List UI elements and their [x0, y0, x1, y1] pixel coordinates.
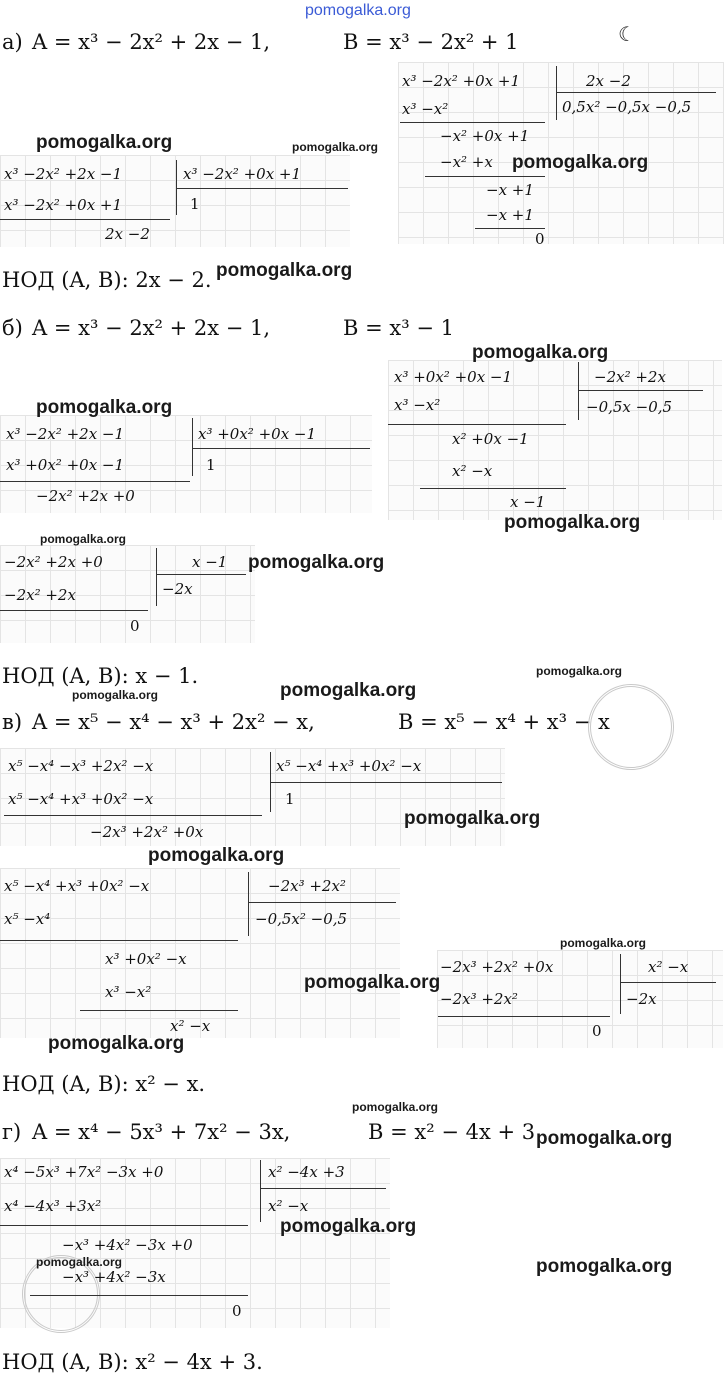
- watermark: pomogalka.org: [404, 808, 541, 829]
- div-line: [0, 219, 170, 220]
- part-d-gcd: НОД (A, B): x² − 4x + 3.: [2, 1350, 263, 1374]
- div-quotient: x² −x: [268, 1197, 309, 1215]
- div-line: [0, 940, 238, 941]
- part-b-B: B = x³ − 1: [343, 316, 454, 340]
- part-c-B: B = x⁵ − x⁴ + x³ − x: [398, 710, 610, 734]
- div-row: x³ −x²: [394, 396, 441, 414]
- div-line: [425, 176, 545, 177]
- div-row: −x² +x: [440, 153, 493, 171]
- div-divisor: 2x −2: [586, 72, 631, 90]
- div-divisor: −2x² +2x: [594, 368, 666, 386]
- div-row: −2x³ +2x²: [440, 990, 518, 1008]
- watermark: pomogalka.org: [72, 688, 159, 702]
- part-a-B: B = x³ − 2x² + 1: [343, 30, 519, 54]
- moon-icon[interactable]: ☾: [618, 22, 636, 46]
- div-row: x⁵ −x⁴ +x³ +0x² −x: [4, 877, 150, 895]
- div-divisor: x −1: [192, 553, 228, 571]
- watermark-top: pomogalka.org: [305, 2, 411, 19]
- div-row: x⁴ −4x³ +3x²: [4, 1197, 102, 1215]
- div-row: 0: [232, 1302, 242, 1320]
- watermark: pomogalka.org: [472, 342, 609, 363]
- div-line: [192, 448, 370, 449]
- div-divisor: x³ −2x² +0x +1: [183, 165, 302, 183]
- div-row: 0: [535, 230, 545, 248]
- div-row: x³ +0x² −x: [105, 950, 187, 968]
- part-a-gcd: НОД (A, B): 2x − 2.: [2, 268, 212, 292]
- div-row: x⁴ −5x³ +7x² −3x +0: [4, 1163, 164, 1181]
- div-row: −2x³ +2x² +0x: [440, 958, 554, 976]
- watermark: pomogalka.org: [280, 680, 417, 701]
- div-divisor: x² −x: [648, 958, 689, 976]
- div-line: [248, 902, 396, 903]
- div-row: x² +0x −1: [452, 430, 529, 448]
- div-row: −2x² +2x +0: [4, 553, 103, 571]
- div-line: [80, 1010, 238, 1011]
- div-row: x⁵ −x⁴ −x³ +2x² −x: [8, 757, 154, 775]
- div-bar: [192, 418, 193, 476]
- div-row: −x³ +4x² −3x +0: [62, 1236, 193, 1254]
- watermark: pomogalka.org: [512, 152, 649, 173]
- div-line: [388, 424, 566, 425]
- part-b-gcd: НОД (A, B): x − 1.: [2, 664, 199, 688]
- watermark: pomogalka.org: [536, 1128, 673, 1149]
- div-row: x⁵ −x⁴ +x³ +0x² −x: [8, 790, 154, 808]
- watermark: pomogalka.org: [148, 845, 285, 866]
- div-line: [556, 92, 716, 93]
- div-row: x³ −2x² +0x +1: [402, 72, 521, 90]
- part-d-label: г): [2, 1120, 22, 1144]
- watermark: pomogalka.org: [36, 132, 173, 153]
- watermark: pomogalka.org: [504, 512, 641, 533]
- div-divisor: x² −4x +3: [268, 1163, 345, 1181]
- part-c-A: A = x⁵ − x⁴ − x³ + 2x² − x,: [32, 710, 315, 734]
- div-bar: [156, 548, 157, 606]
- watermark: pomogalka.org: [304, 972, 441, 993]
- div-row: x³ −2x² +0x +1: [4, 196, 123, 214]
- div-row: 2x −2: [105, 225, 150, 243]
- watermark: pomogalka.org: [36, 397, 173, 418]
- div-line: [156, 574, 246, 575]
- watermark: pomogalka.org: [292, 140, 379, 154]
- div-divisor: x⁵ −x⁴ +x³ +0x² −x: [276, 757, 422, 775]
- div-line: [578, 390, 703, 391]
- div-row: −2x² +2x: [4, 586, 76, 604]
- div-bar: [578, 362, 579, 420]
- div-row: −x +1: [486, 206, 534, 224]
- div-bar: [260, 1160, 261, 1222]
- div-line: [0, 610, 148, 611]
- div-row: x³ −2x² +2x −1: [4, 165, 123, 183]
- div-row: x³ −x²: [402, 100, 449, 118]
- div-line: [30, 1295, 248, 1296]
- div-row: x⁵ −x⁴: [4, 910, 51, 928]
- div-row: x³ +0x² +0x −1: [394, 368, 513, 386]
- div-divisor: x³ +0x² +0x −1: [198, 425, 317, 443]
- part-c-gcd: НОД (A, B): x² − x.: [2, 1072, 206, 1096]
- watermark: pomogalka.org: [352, 1100, 439, 1114]
- div-line: [0, 1225, 248, 1226]
- part-a-A: A = x³ − 2x² + 2x − 1,: [32, 30, 271, 54]
- watermark: pomogalka.org: [36, 1255, 123, 1269]
- copyright-seal: [588, 684, 674, 770]
- div-quotient: −0,5x −0,5: [586, 398, 673, 416]
- div-quotient: −0,5x² −0,5: [255, 910, 348, 928]
- watermark: pomogalka.org: [536, 1256, 673, 1277]
- div-line: [420, 488, 566, 489]
- watermark: pomogalka.org: [560, 936, 647, 950]
- div-row: −x² +0x +1: [440, 127, 530, 145]
- div-bar: [556, 66, 557, 120]
- watermark: pomogalka.org: [536, 664, 623, 678]
- watermark: pomogalka.org: [248, 552, 385, 573]
- div-row: x³ −2x² +2x −1: [6, 425, 125, 443]
- watermark: pomogalka.org: [48, 1033, 185, 1054]
- div-row: −2x² +2x +0: [36, 487, 135, 505]
- div-row: 0: [592, 1022, 602, 1040]
- part-a-label: а): [2, 30, 23, 54]
- div-bar: [248, 872, 249, 936]
- div-row: −x³ +4x² −3x: [62, 1268, 166, 1286]
- part-c-label: в): [2, 710, 23, 734]
- div-row: 0: [130, 617, 140, 635]
- div-quotient: −2x: [626, 990, 657, 1008]
- div-quotient: −2x: [162, 580, 193, 598]
- div-row: x² −x: [170, 1017, 211, 1035]
- div-row: −x +1: [486, 181, 534, 199]
- part-d-A: A = x⁴ − 5x³ + 7x² − 3x,: [32, 1120, 291, 1144]
- div-line: [0, 481, 190, 482]
- div-row: x −1: [510, 493, 546, 511]
- div-row: −2x³ +2x² +0x: [90, 823, 204, 841]
- div-line: [475, 228, 545, 229]
- div-divisor: −2x³ +2x²: [268, 877, 346, 895]
- watermark: pomogalka.org: [216, 260, 353, 281]
- div-bar: [620, 954, 621, 1014]
- div-line: [620, 982, 716, 983]
- div-line: [4, 815, 262, 816]
- div-row: x³ −x²: [105, 983, 152, 1001]
- div-quotient: 1: [190, 195, 200, 213]
- div-quotient: 1: [206, 456, 216, 474]
- div-line: [176, 188, 348, 189]
- div-row: x³ +0x² +0x −1: [6, 456, 125, 474]
- div-quotient: 1: [285, 790, 295, 808]
- div-line: [270, 782, 502, 783]
- div-line: [400, 122, 545, 123]
- part-d-B: B = x² − 4x + 3: [368, 1120, 536, 1144]
- watermark: pomogalka.org: [40, 532, 127, 546]
- div-quotient: 0,5x² −0,5x −0,5: [562, 98, 692, 116]
- watermark: pomogalka.org: [280, 1216, 417, 1237]
- part-b-label: б): [2, 316, 23, 340]
- div-line: [438, 1016, 610, 1017]
- div-line: [260, 1188, 386, 1189]
- part-b-A: A = x³ − 2x² + 2x − 1,: [32, 316, 271, 340]
- div-row: x² −x: [452, 462, 493, 480]
